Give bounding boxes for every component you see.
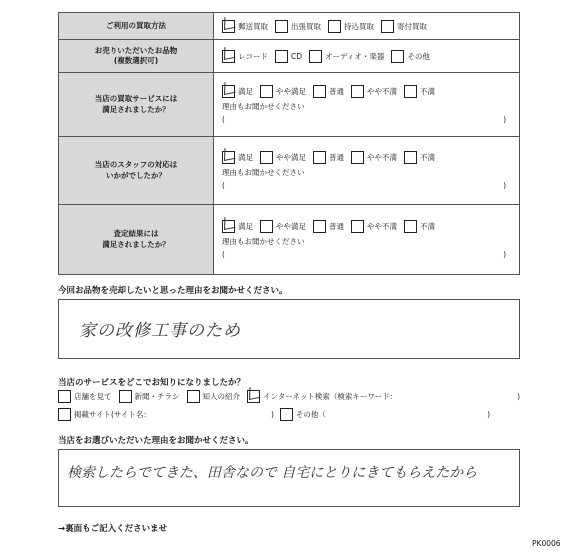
sell-reason-handwriting: 家の改修工事のため xyxy=(79,321,241,341)
option-group xyxy=(222,50,519,63)
option-donation-purchase[interactable]: 寄付買取 xyxy=(381,20,427,33)
checkbox[interactable] xyxy=(222,50,235,63)
option-other[interactable]: その他 xyxy=(391,50,430,63)
option-somewhat-satisfied[interactable]: やや満足 xyxy=(260,151,306,164)
row-label: 当店の買取サービスには 満足されましたか？ xyxy=(59,73,214,137)
checkbox[interactable] xyxy=(247,390,260,403)
checkbox[interactable] xyxy=(391,50,404,63)
option-internet-search[interactable]: インターネット検索（検索キーワード： xyxy=(247,390,397,403)
checkbox[interactable] xyxy=(351,151,364,164)
row-service-satisfaction xyxy=(59,73,520,137)
option-dissatisfied[interactable]: 不満 xyxy=(404,220,435,233)
checkbox[interactable] xyxy=(260,151,273,164)
checkbox[interactable] xyxy=(309,50,322,63)
option-listing-site[interactable]: 掲載サイト(サイト名： xyxy=(58,408,258,421)
checkbox[interactable] xyxy=(260,220,273,233)
row-purchase-method xyxy=(59,13,520,40)
option-bring-in-purchase[interactable]: 持込買取 xyxy=(328,20,374,33)
checkbox[interactable] xyxy=(381,20,394,33)
option-dissatisfied[interactable]: 不満 xyxy=(404,85,435,98)
option-neutral[interactable]: 普通 xyxy=(313,220,344,233)
option-visit-purchase[interactable]: 出張買取 xyxy=(275,20,321,33)
source-question: 当店のサービスをどこでお知りになりましたか？ xyxy=(58,378,246,388)
option-group xyxy=(222,85,519,98)
option-satisfied[interactable]: 満足 xyxy=(222,220,253,233)
sell-reason-question: 今回お品物を売却したいと思った理由をお聞かせください。 xyxy=(58,286,288,296)
option-dissatisfied[interactable]: 不満 xyxy=(404,151,435,164)
reason-prompt: 理由もお聞かせください xyxy=(222,102,305,111)
choice-reason-question: 当店をお選びいただいた理由をお聞かせください。 xyxy=(58,436,254,446)
option-somewhat-dissatisfied[interactable]: やや不満 xyxy=(351,220,397,233)
checkbox[interactable] xyxy=(313,151,326,164)
checkbox[interactable] xyxy=(222,151,235,164)
row-label: ご利用の買取方法 xyxy=(59,13,214,40)
option-mail-purchase[interactable]: 郵送買取 xyxy=(222,20,268,33)
checkbox[interactable] xyxy=(275,20,288,33)
checkbox[interactable] xyxy=(260,85,273,98)
row-items-sold xyxy=(59,40,520,73)
other-close-paren: ) xyxy=(487,410,490,419)
checkbox[interactable] xyxy=(58,408,71,421)
checkbox[interactable] xyxy=(351,220,364,233)
option-other-source[interactable]: その他（ xyxy=(280,408,326,421)
option-neutral[interactable]: 普通 xyxy=(313,151,344,164)
source-options-line2 xyxy=(58,408,490,421)
option-group xyxy=(222,220,519,233)
option-referral[interactable]: 知人の紹介 xyxy=(187,390,241,403)
choice-reason-handwriting: 検索したらでてきた、田舎なので 自宅にとりにきてもらえたから xyxy=(67,465,478,481)
option-saw-store[interactable]: 店舗を見て xyxy=(58,390,112,403)
checkbox[interactable] xyxy=(119,390,132,403)
site-close-paren: ) xyxy=(271,410,274,419)
row-staff-satisfaction xyxy=(59,137,520,205)
option-neutral[interactable]: 普通 xyxy=(313,85,344,98)
option-somewhat-satisfied[interactable]: やや満足 xyxy=(260,220,306,233)
checkbox[interactable] xyxy=(58,390,71,403)
option-records[interactable]: レコード xyxy=(222,50,268,63)
option-group xyxy=(222,20,519,33)
row-appraisal-satisfaction xyxy=(59,205,520,275)
option-newspaper-flyer[interactable]: 新聞・チラシ xyxy=(119,390,180,403)
checkbox[interactable] xyxy=(404,85,417,98)
checkbox[interactable] xyxy=(351,85,364,98)
sell-reason-answer-box[interactable] xyxy=(58,299,520,359)
reason-prompt: 理由もお聞かせください xyxy=(222,168,305,177)
option-somewhat-satisfied[interactable]: やや満足 xyxy=(260,85,306,98)
source-options-line1 xyxy=(58,390,520,403)
checkbox[interactable] xyxy=(222,20,235,33)
reason-prompt: 理由もお聞かせください xyxy=(222,237,305,246)
option-satisfied[interactable]: 満足 xyxy=(222,151,253,164)
checkbox[interactable] xyxy=(275,50,288,63)
survey-table xyxy=(58,12,520,275)
option-somewhat-dissatisfied[interactable]: やや不満 xyxy=(351,151,397,164)
row-label: お売りいただいたお品物 (複数選択可) xyxy=(59,40,214,73)
reason-field[interactable]: ( ) xyxy=(222,115,506,124)
checkbox[interactable] xyxy=(404,151,417,164)
checkbox[interactable] xyxy=(222,85,235,98)
keyword-close-paren: ) xyxy=(517,392,520,401)
checkbox[interactable] xyxy=(222,220,235,233)
checkbox[interactable] xyxy=(187,390,200,403)
option-satisfied[interactable]: 満足 xyxy=(222,85,253,98)
checkbox[interactable] xyxy=(404,220,417,233)
row-label: 当店のスタッフの対応は いかがでしたか？ xyxy=(59,137,214,205)
choice-reason-answer-box[interactable] xyxy=(58,449,520,507)
option-group xyxy=(222,151,519,164)
reason-field[interactable]: ( ) xyxy=(222,250,506,259)
option-cd[interactable]: CD xyxy=(275,50,302,63)
checkbox[interactable] xyxy=(313,220,326,233)
option-somewhat-dissatisfied[interactable]: やや不満 xyxy=(351,85,397,98)
reason-field[interactable]: ( ) xyxy=(222,181,506,190)
form-code: PK0006 xyxy=(532,539,561,548)
checkbox[interactable] xyxy=(328,20,341,33)
option-audio-instruments[interactable]: オーディオ・楽器 xyxy=(309,50,384,63)
reverse-side-note: →裏面もご記入くださいませ xyxy=(58,524,168,534)
checkbox[interactable] xyxy=(280,408,293,421)
checkbox[interactable] xyxy=(313,85,326,98)
row-label: 査定結果には 満足されましたか？ xyxy=(59,205,214,275)
